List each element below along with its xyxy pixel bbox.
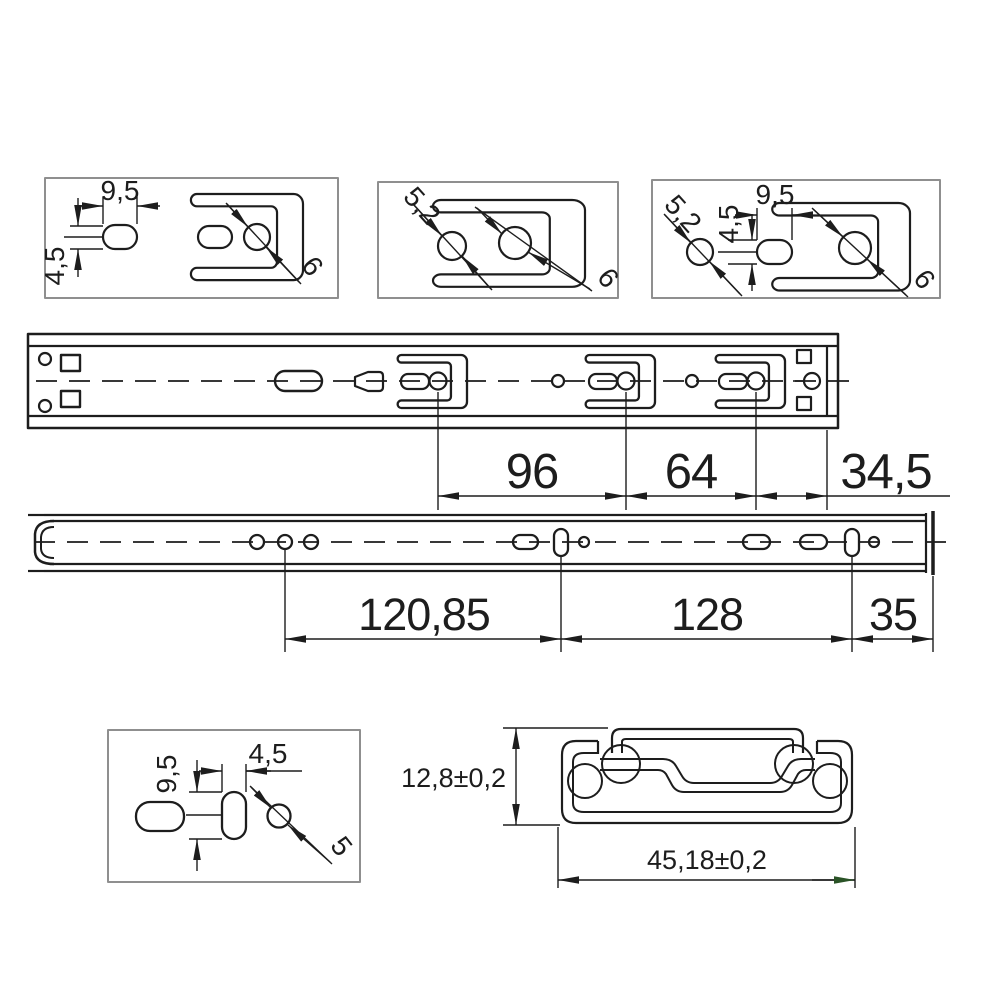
dimension-label: 5 (324, 830, 359, 862)
dimension-label: 5,2 (397, 180, 447, 231)
dimension-label: 120,85 (358, 589, 490, 640)
dimension-label: 4,5 (713, 204, 744, 244)
dimension-label: 64 (664, 445, 718, 499)
dimension-label: 12,8±0,2 (401, 763, 506, 793)
dimension-label: 6 (591, 261, 626, 294)
dimension-label: 4,5 (39, 246, 70, 286)
dimension-label: 34,5 (840, 445, 932, 499)
dimension-label: 96 (505, 445, 559, 499)
dimension-label: 9,5 (151, 754, 182, 794)
dimension-label: 4,5 (248, 738, 288, 769)
dimension-label: 9,5 (100, 175, 140, 206)
dimension-label: 9,5 (755, 179, 795, 210)
dimension-label: 5,2 (658, 188, 708, 239)
dimension-label: 35 (868, 589, 918, 640)
dimension-label: 6 (295, 250, 330, 282)
dimension-label: 128 (670, 589, 744, 640)
dimension-label: 45,18±0,2 (647, 845, 767, 875)
dimension-label: 6 (907, 263, 942, 295)
